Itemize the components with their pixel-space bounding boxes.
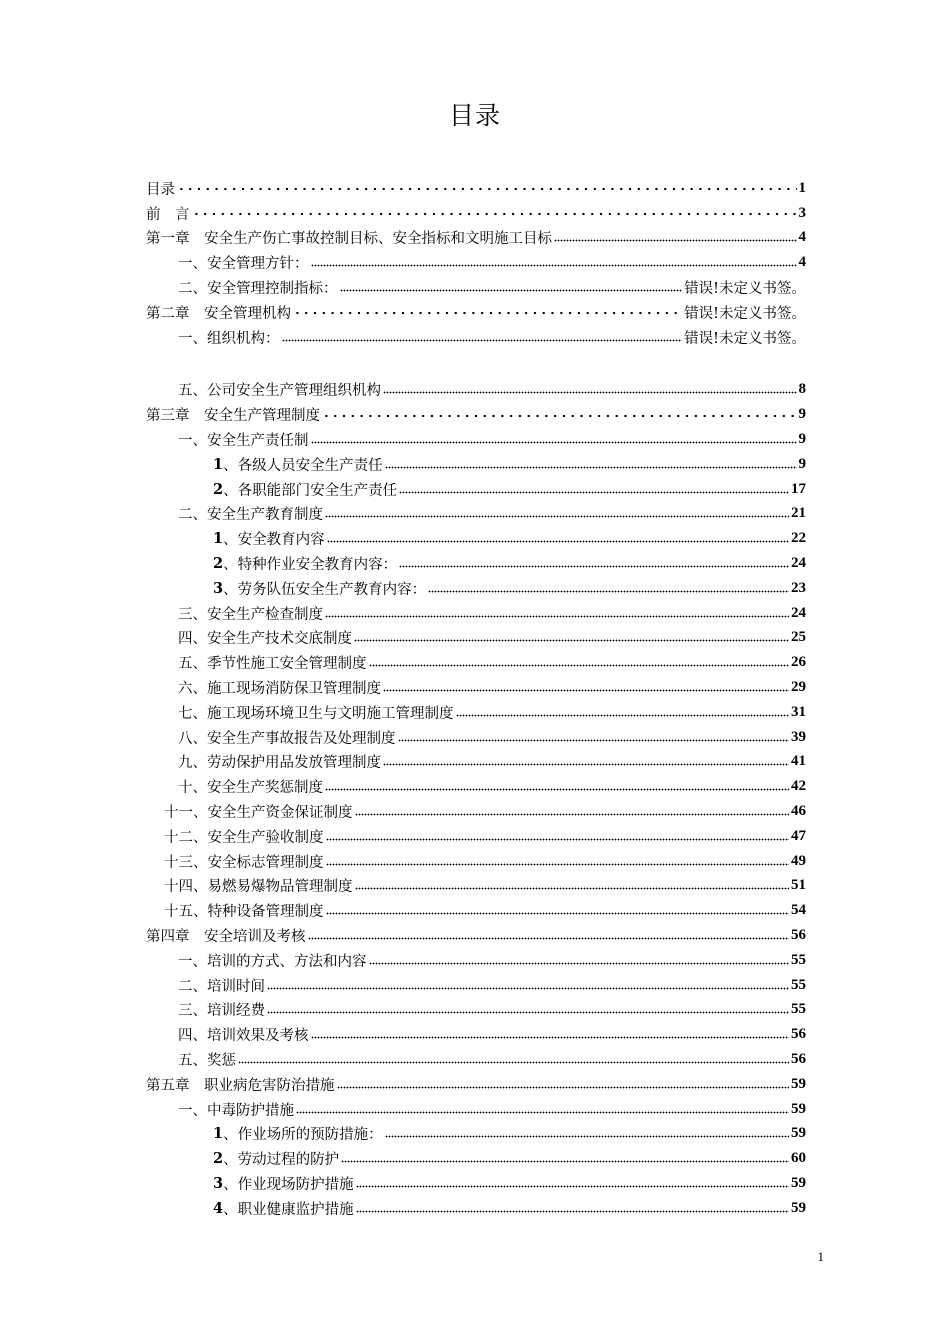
toc-entry[interactable] [146,300,806,325]
toc-page-number: 25 [791,629,806,646]
toc-page-number: 56 [791,1026,806,1043]
toc-entry-label: 、安全教育内容 [223,532,325,549]
dot-leader [337,1080,790,1094]
dot-leader [322,409,797,423]
toc-entry[interactable] [146,973,806,998]
dot-leader [325,609,789,623]
toc-entry-label: 四、培训效果及考核 [178,1028,309,1045]
dot-leader [383,684,789,698]
toc-entry-label: 五、奖惩 [178,1052,236,1069]
toc-entry-label: 一、培训的方式、方法和内容 [178,953,367,970]
table-of-contents [146,176,806,1221]
toc-entry[interactable] [146,502,806,527]
toc-entry-label: 九、劳动保护用品发放管理制度 [178,755,381,772]
toc-page-number: 42 [791,778,806,795]
toc-entry[interactable] [146,750,806,775]
toc-entry-number: 4 [213,1199,224,1217]
toc-page-number: 23 [791,579,806,596]
toc-page-number: 3 [798,204,806,221]
dot-leader [355,882,790,896]
toc-entry[interactable] [146,325,806,350]
toc-entry-number: 1 [213,530,224,548]
dot-leader [385,1130,789,1144]
toc-entry-label: 八、安全生产事故报告及处理制度 [178,730,396,747]
toc-entry-label: 十四、易燃易爆物品管理制度 [164,879,353,896]
toc-entry-label: 一、组织机构： [178,330,280,347]
toc-entry-label: 、作业场所的预防措施： [223,1127,383,1144]
toc-entry-label: 二、培训时间 [178,978,265,995]
toc-page-number: 17 [791,480,806,497]
toc-page-number: 24 [791,604,806,621]
toc-entry-label: 、特种作业安全教育内容： [223,557,398,574]
toc-entry[interactable] [146,526,806,551]
toc-entry-label: 第一章 安全生产伤亡事故控制目标、安全指标和文明施工目标 [146,231,552,248]
toc-entry[interactable] [146,1022,806,1047]
page-title: 目录 [448,101,501,130]
toc-entry-label: 、各职能部门安全生产责任 [223,482,398,499]
toc-entry-label: 一、安全管理方针： [178,256,309,273]
toc-page-number: 55 [791,951,806,968]
toc-page-number: 59 [791,1075,806,1092]
dot-leader [356,1204,789,1218]
toc-entry[interactable] [146,923,806,948]
toc-entry[interactable] [146,1072,806,1097]
toc-entry-label: 五、公司安全生产管理组织机构 [178,383,381,400]
dot-leader [282,333,683,347]
toc-entry-label: 、作业现场防护措施 [223,1176,354,1193]
toc-page-number: 46 [791,803,806,820]
toc-entry-label: 一、中毒防护措施 [178,1102,294,1119]
toc-page-number: 59 [791,1199,806,1216]
toc-entry[interactable] [146,275,806,300]
toc-entry[interactable] [146,427,806,452]
toc-entry-label: 六、施工现场消防保卫管理制度 [178,681,381,698]
toc-entry-number: 2 [213,1150,224,1168]
dot-leader [385,460,797,474]
toc-entry-label: 、各级人员安全生产责任 [223,457,383,474]
toc-page-number: 4 [798,229,806,246]
page-footer-number: 1 [817,1249,824,1264]
dot-leader [267,981,789,995]
toc-entry[interactable] [146,849,806,874]
dot-leader [369,659,790,673]
dot-leader [456,708,790,722]
toc-entry[interactable] [146,551,806,576]
dot-leader [311,259,797,273]
toc-page-number: 26 [791,654,806,671]
toc-entry-label: 十、安全生产奖惩制度 [178,780,323,797]
dot-leader [325,783,789,797]
dot-leader [327,535,789,549]
toc-page-number: 51 [791,877,806,894]
toc-entry-label: 、劳动过程的防护 [223,1152,340,1169]
toc-entry[interactable] [146,1097,806,1122]
dot-leader [383,758,789,772]
toc-entry[interactable] [146,378,806,403]
toc-page-number: 49 [791,852,806,869]
toc-page-error: 错误!未定义书签。 [684,281,806,298]
toc-page-number: 1 [798,179,806,196]
toc-entry-number: 1 [213,1125,224,1143]
dot-leader [238,1055,789,1069]
toc-entry-label: 第四章 安全培训及考核 [146,929,306,945]
toc-entry-label: 七、施工现场环境卫生与文明施工管理制度 [178,705,454,722]
toc-page-number: 60 [791,1150,806,1167]
toc-entry-number: 3 [213,579,224,597]
dot-leader [326,857,790,871]
toc-entry-label: 、劳务队伍安全生产教育内容： [223,581,427,598]
toc-entry[interactable] [146,799,806,824]
dot-leader [308,932,790,946]
toc-page-number: 9 [798,431,806,448]
dot-leader [383,386,797,400]
dot-leader [354,634,789,648]
toc-entry[interactable] [146,250,806,275]
toc-entry-label: 第五章 职业病危害防治措施 [146,1077,335,1094]
toc-entry-number: 2 [213,555,224,573]
toc-page-number: 39 [791,728,806,745]
toc-entry[interactable] [146,700,806,725]
toc-entry[interactable] [146,824,806,849]
toc-entry-label: 、职业健康监护措施 [223,1201,354,1218]
toc-page-number: 59 [791,1100,806,1117]
toc-entry[interactable] [146,452,806,477]
toc-page-number: 54 [791,902,806,919]
dot-leader [340,284,683,298]
toc-page-number: 29 [791,679,806,696]
toc-page-number: 8 [798,381,806,398]
dot-leader [369,956,790,970]
toc-entry[interactable] [146,948,806,973]
dot-leader [311,436,797,450]
dot-leader [192,207,797,221]
dot-leader [293,306,682,320]
toc-page-number: 59 [791,1174,806,1191]
toc-entry[interactable] [146,675,806,700]
toc-entry-label: 第三章 安全生产管理制度 [146,408,320,425]
toc-entry[interactable] [146,402,806,427]
dot-leader [325,510,789,524]
toc-page-number: 55 [791,976,806,993]
dot-leader [399,485,789,499]
dot-leader [398,733,790,747]
toc-entry-label: 四、安全生产技术交底制度 [178,631,352,648]
toc-page-number: 9 [798,406,806,423]
dot-leader [267,1006,789,1020]
dot-leader [177,182,797,196]
toc-page-number: 24 [791,555,806,572]
toc-entry-label: 二、安全管理控制指标： [178,281,338,298]
toc-page-number: 56 [791,927,806,943]
toc-entry-label: 一、安全生产责任制 [178,433,309,450]
toc-entry[interactable] [146,898,806,923]
toc-page-number: 31 [791,703,806,720]
toc-page-number: 22 [791,530,806,547]
dot-leader [326,907,790,921]
toc-entry-number: 3 [213,1174,224,1192]
toc-entry[interactable] [146,1196,806,1221]
toc-entry[interactable] [146,1047,806,1072]
dot-leader [355,808,790,822]
toc-entry-label: 目录 [146,181,175,198]
toc-entry-label: 十五、特种设备管理制度 [164,904,324,921]
toc-entry[interactable] [146,1121,806,1146]
toc-page-number: 41 [791,753,806,770]
dot-leader [296,1105,789,1119]
toc-entry-number: 1 [213,455,224,473]
toc-entry-label: 第二章 安全管理机构 [146,305,291,322]
toc-page-number: 9 [798,455,806,472]
toc-entry[interactable] [146,201,806,226]
dot-leader [326,832,790,846]
toc-entry[interactable] [146,601,806,626]
toc-entry[interactable] [146,774,806,799]
dot-leader [554,234,797,248]
dot-leader [341,1155,789,1169]
toc-entry-label: 五、季节性施工安全管理制度 [178,656,367,673]
toc-entry-label: 三、培训经费 [178,1003,265,1020]
toc-page-number: 56 [791,1050,806,1067]
toc-entry-number: 2 [213,480,224,498]
toc-entry-label: 十三、安全标志管理制度 [164,854,324,871]
toc-page-number: 55 [791,1001,806,1018]
toc-page-number: 59 [791,1125,806,1142]
toc-entry[interactable] [146,226,806,251]
dot-leader [428,584,789,598]
toc-entry[interactable] [146,176,806,201]
toc-entry-label: 前 言 [146,206,190,223]
dot-leader [311,1031,790,1045]
toc-entry[interactable] [146,650,806,675]
toc-entry[interactable] [146,725,806,750]
toc-entry[interactable] [146,477,806,502]
toc-entry-label: 三、安全生产检查制度 [178,606,323,623]
toc-entry[interactable] [146,1146,806,1171]
toc-entry-label: 十一、安全生产资金保证制度 [164,805,353,822]
toc-entry[interactable] [146,998,806,1023]
toc-page-number: 47 [791,827,806,844]
toc-entry-label: 二、安全生产教育制度 [178,507,323,524]
toc-page-error: 错误!未定义书签。 [684,330,806,347]
toc-entry[interactable] [146,576,806,601]
toc-page-error: 错误!未定义书签。 [684,305,806,322]
toc-page-number: 21 [791,505,806,522]
toc-entry[interactable] [146,626,806,651]
toc-entry[interactable] [146,874,806,899]
toc-page-number: 4 [798,254,806,271]
toc-entry-label: 十二、安全生产验收制度 [164,829,324,846]
toc-gap [146,350,806,378]
dot-leader [399,560,789,574]
toc-entry[interactable] [146,1171,806,1196]
dot-leader [356,1179,789,1193]
